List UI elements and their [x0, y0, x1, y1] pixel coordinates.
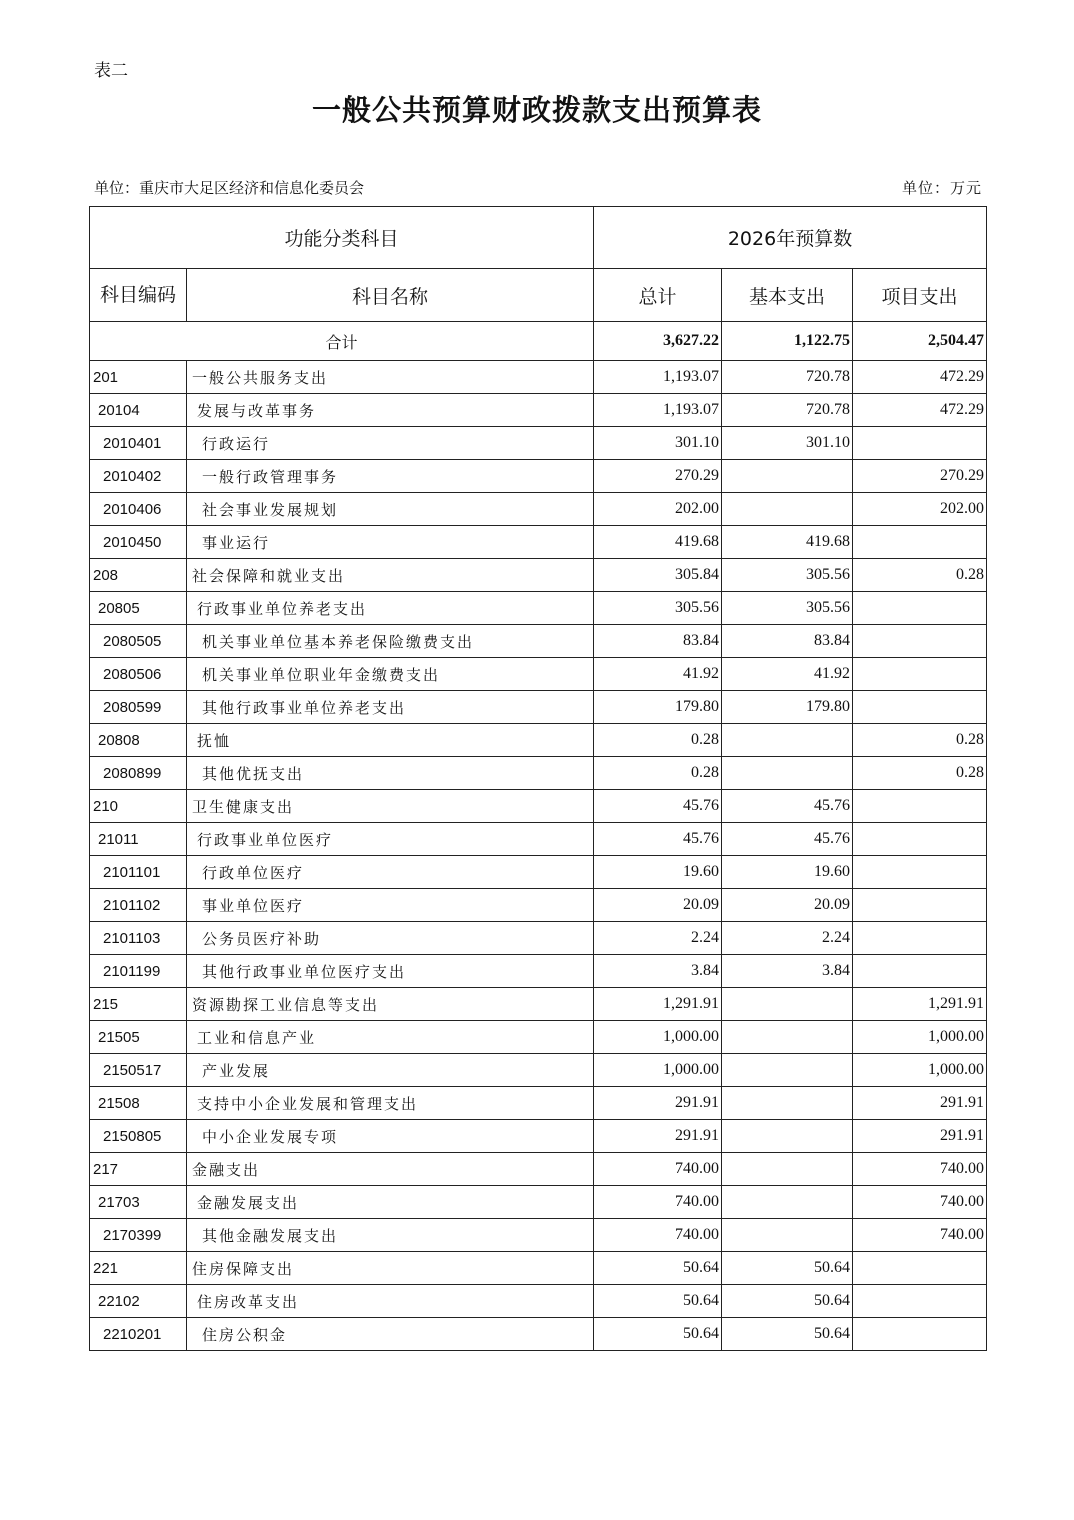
row-total: 41.92 [594, 658, 722, 691]
row-basic [722, 988, 853, 1021]
header-total: 总计 [594, 269, 722, 322]
row-project [853, 625, 987, 658]
table-row [90, 394, 987, 427]
row-code: 208 [90, 559, 187, 592]
row-basic: 50.64 [722, 1252, 853, 1285]
row-total: 291.91 [594, 1120, 722, 1153]
total-label: 合计 [90, 322, 594, 361]
row-name: 金融发展支出 [187, 1186, 594, 1219]
row-code: 201 [90, 361, 187, 394]
row-name: 工业和信息产业 [187, 1021, 594, 1054]
table-row [90, 1153, 987, 1186]
row-total: 419.68 [594, 526, 722, 559]
row-total: 83.84 [594, 625, 722, 658]
row-basic: 179.80 [722, 691, 853, 724]
row-name: 机关事业单位职业年金缴费支出 [187, 658, 594, 691]
row-name: 其他金融发展支出 [187, 1219, 594, 1252]
table-row [90, 790, 987, 823]
table-row [90, 460, 987, 493]
row-name: 事业单位医疗 [187, 889, 594, 922]
row-project [853, 889, 987, 922]
row-project [853, 1252, 987, 1285]
total-project: 2,504.47 [853, 322, 987, 361]
table-row [90, 955, 987, 988]
row-total: 20.09 [594, 889, 722, 922]
row-code: 2080599 [90, 691, 187, 724]
row-code: 2101199 [90, 955, 187, 988]
table-row [90, 1054, 987, 1087]
row-total: 291.91 [594, 1087, 722, 1120]
table-row [90, 823, 987, 856]
row-total: 301.10 [594, 427, 722, 460]
table-row [90, 889, 987, 922]
row-total: 45.76 [594, 790, 722, 823]
row-basic: 20.09 [722, 889, 853, 922]
budget-table [89, 206, 987, 1351]
row-code: 20805 [90, 592, 187, 625]
row-name: 其他优抚支出 [187, 757, 594, 790]
row-code: 215 [90, 988, 187, 1021]
row-name: 住房改革支出 [187, 1285, 594, 1318]
row-project: 1,291.91 [853, 988, 987, 1021]
row-total: 50.64 [594, 1318, 722, 1351]
row-total: 2.24 [594, 922, 722, 955]
total-row [90, 322, 987, 361]
row-name: 行政单位医疗 [187, 856, 594, 889]
row-project: 291.91 [853, 1120, 987, 1153]
row-code: 2080506 [90, 658, 187, 691]
row-basic [722, 1021, 853, 1054]
row-basic: 419.68 [722, 526, 853, 559]
row-project [853, 955, 987, 988]
row-basic: 2.24 [722, 922, 853, 955]
row-name: 住房公积金 [187, 1318, 594, 1351]
row-project [853, 856, 987, 889]
row-project: 0.28 [853, 757, 987, 790]
row-code: 210 [90, 790, 187, 823]
table-row [90, 592, 987, 625]
row-basic [722, 460, 853, 493]
row-name: 一般行政管理事务 [187, 460, 594, 493]
header-budget-year: 2026年预算数 [594, 207, 987, 269]
row-code: 2101101 [90, 856, 187, 889]
currency-unit: 单位：万元 [901, 179, 982, 197]
row-code: 2101102 [90, 889, 187, 922]
table-row [90, 427, 987, 460]
row-total: 45.76 [594, 823, 722, 856]
row-total: 1,193.07 [594, 394, 722, 427]
row-basic [722, 1186, 853, 1219]
row-total: 19.60 [594, 856, 722, 889]
row-project: 740.00 [853, 1153, 987, 1186]
row-total: 202.00 [594, 493, 722, 526]
row-name: 事业运行 [187, 526, 594, 559]
row-project [853, 526, 987, 559]
header-project: 项目支出 [853, 269, 987, 322]
row-project: 1,000.00 [853, 1021, 987, 1054]
row-basic [722, 1120, 853, 1153]
row-code: 217 [90, 1153, 187, 1186]
row-name: 机关事业单位基本养老保险缴费支出 [187, 625, 594, 658]
row-total: 1,291.91 [594, 988, 722, 1021]
row-name: 公务员医疗补助 [187, 922, 594, 955]
row-name: 其他行政事业单位养老支出 [187, 691, 594, 724]
row-basic: 50.64 [722, 1318, 853, 1351]
header-code: 科目编码 [90, 269, 187, 322]
row-total: 50.64 [594, 1252, 722, 1285]
row-total: 1,000.00 [594, 1054, 722, 1087]
header-row-columns [90, 269, 987, 322]
table-number: 表二 [94, 61, 128, 81]
row-name: 卫生健康支出 [187, 790, 594, 823]
table-row [90, 922, 987, 955]
row-code: 2010406 [90, 493, 187, 526]
row-code: 21505 [90, 1021, 187, 1054]
row-basic [722, 724, 853, 757]
row-project: 0.28 [853, 559, 987, 592]
table-row [90, 1021, 987, 1054]
row-code: 21508 [90, 1087, 187, 1120]
row-basic: 720.78 [722, 361, 853, 394]
row-name: 支持中小企业发展和管理支出 [187, 1087, 594, 1120]
row-project: 740.00 [853, 1186, 987, 1219]
row-name: 行政事业单位养老支出 [187, 592, 594, 625]
row-total: 3.84 [594, 955, 722, 988]
table-row [90, 361, 987, 394]
row-project: 270.29 [853, 460, 987, 493]
table-row [90, 757, 987, 790]
table-row [90, 625, 987, 658]
row-project [853, 1318, 987, 1351]
total-sum: 3,627.22 [594, 322, 722, 361]
header-functional-classification: 功能分类科目 [90, 207, 594, 269]
table-row [90, 1285, 987, 1318]
row-basic [722, 1054, 853, 1087]
row-basic: 19.60 [722, 856, 853, 889]
table-row [90, 1087, 987, 1120]
row-total: 50.64 [594, 1285, 722, 1318]
row-name: 中小企业发展专项 [187, 1120, 594, 1153]
row-basic: 45.76 [722, 790, 853, 823]
row-basic: 301.10 [722, 427, 853, 460]
row-project: 472.29 [853, 394, 987, 427]
table-row [90, 1318, 987, 1351]
row-total: 0.28 [594, 724, 722, 757]
row-basic: 3.84 [722, 955, 853, 988]
row-basic [722, 1087, 853, 1120]
table-row [90, 559, 987, 592]
row-project: 1,000.00 [853, 1054, 987, 1087]
row-code: 2080899 [90, 757, 187, 790]
table-row [90, 658, 987, 691]
row-project: 740.00 [853, 1219, 987, 1252]
row-project: 202.00 [853, 493, 987, 526]
row-project [853, 592, 987, 625]
table-row [90, 493, 987, 526]
row-total: 740.00 [594, 1219, 722, 1252]
total-basic: 1,122.75 [722, 322, 853, 361]
row-project: 472.29 [853, 361, 987, 394]
row-code: 221 [90, 1252, 187, 1285]
row-project: 0.28 [853, 724, 987, 757]
row-total: 179.80 [594, 691, 722, 724]
row-project [853, 790, 987, 823]
row-name: 行政事业单位医疗 [187, 823, 594, 856]
row-code: 2150517 [90, 1054, 187, 1087]
row-code: 2210201 [90, 1318, 187, 1351]
row-project [853, 922, 987, 955]
row-name: 产业发展 [187, 1054, 594, 1087]
row-name: 社会保障和就业支出 [187, 559, 594, 592]
row-name: 发展与改革事务 [187, 394, 594, 427]
header-name: 科目名称 [187, 269, 594, 322]
header-basic: 基本支出 [722, 269, 853, 322]
row-project [853, 823, 987, 856]
row-code: 21011 [90, 823, 187, 856]
row-code: 21703 [90, 1186, 187, 1219]
row-name: 一般公共服务支出 [187, 361, 594, 394]
row-name: 行政运行 [187, 427, 594, 460]
table-row [90, 1252, 987, 1285]
row-name: 社会事业发展规划 [187, 493, 594, 526]
row-total: 740.00 [594, 1186, 722, 1219]
table-row [90, 691, 987, 724]
row-basic: 720.78 [722, 394, 853, 427]
row-total: 0.28 [594, 757, 722, 790]
row-basic [722, 1153, 853, 1186]
row-basic: 305.56 [722, 592, 853, 625]
row-total: 305.56 [594, 592, 722, 625]
page-title: 一般公共预算财政拨款支出预算表 [311, 93, 762, 127]
row-code: 20808 [90, 724, 187, 757]
table-row [90, 724, 987, 757]
row-name: 住房保障支出 [187, 1252, 594, 1285]
table-row [90, 526, 987, 559]
row-project [853, 1285, 987, 1318]
row-code: 2080505 [90, 625, 187, 658]
row-code: 20104 [90, 394, 187, 427]
row-basic [722, 1219, 853, 1252]
row-basic [722, 493, 853, 526]
row-name: 金融支出 [187, 1153, 594, 1186]
table-row [90, 1120, 987, 1153]
row-total: 305.84 [594, 559, 722, 592]
row-code: 2170399 [90, 1219, 187, 1252]
organization-unit: 单位：重庆市大足区经济和信息化委员会 [94, 179, 365, 197]
row-total: 1,193.07 [594, 361, 722, 394]
row-project [853, 658, 987, 691]
row-project: 291.91 [853, 1087, 987, 1120]
row-basic: 45.76 [722, 823, 853, 856]
header-row-group [90, 207, 987, 269]
row-code: 2010402 [90, 460, 187, 493]
row-basic: 41.92 [722, 658, 853, 691]
row-code: 2150805 [90, 1120, 187, 1153]
table-row [90, 988, 987, 1021]
row-name: 抚恤 [187, 724, 594, 757]
row-code: 2010450 [90, 526, 187, 559]
row-basic: 305.56 [722, 559, 853, 592]
row-basic: 83.84 [722, 625, 853, 658]
row-code: 22102 [90, 1285, 187, 1318]
row-name: 其他行政事业单位医疗支出 [187, 955, 594, 988]
row-total: 740.00 [594, 1153, 722, 1186]
table-row [90, 1186, 987, 1219]
row-name: 资源勘探工业信息等支出 [187, 988, 594, 1021]
row-basic [722, 757, 853, 790]
table-row [90, 1219, 987, 1252]
row-total: 270.29 [594, 460, 722, 493]
row-total: 1,000.00 [594, 1021, 722, 1054]
row-code: 2101103 [90, 922, 187, 955]
row-project [853, 427, 987, 460]
table-row [90, 856, 987, 889]
row-project [853, 691, 987, 724]
row-code: 2010401 [90, 427, 187, 460]
row-basic: 50.64 [722, 1285, 853, 1318]
